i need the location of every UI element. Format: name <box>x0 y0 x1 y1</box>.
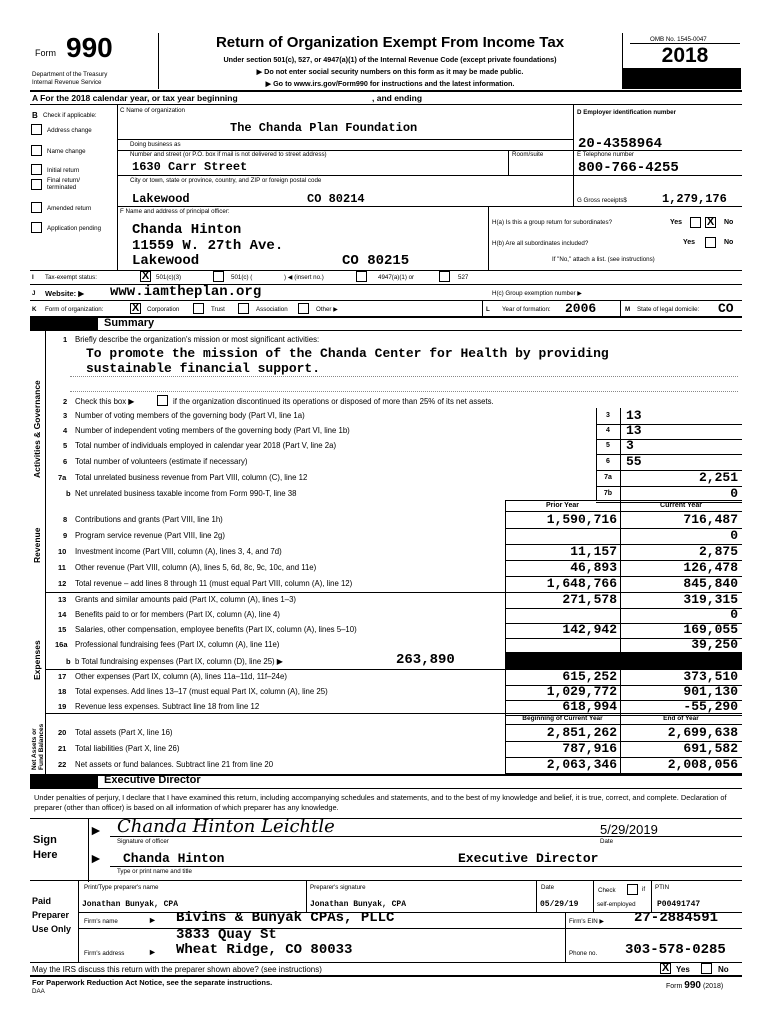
net-assets-prior-value: 787,916 <box>562 741 617 756</box>
phone-no-label: Phone no. <box>569 950 598 957</box>
501c-label: 501(c) ( <box>231 274 253 281</box>
gross-receipts-label: G Gross receipts$ <box>577 197 627 204</box>
officer-printed-name: Chanda Hinton <box>123 851 225 866</box>
amended-return-checkbox[interactable] <box>31 202 42 213</box>
officer-title: Executive Director <box>458 851 599 866</box>
expense-line-label: Benefits paid to or for members (Part IX, column (A), line 4) <box>75 610 280 619</box>
net-assets-line-label: Total liabilities (Part X, line 26) <box>75 744 180 753</box>
ptin-label: PTIN <box>655 884 670 891</box>
org-city: Lakewood <box>132 192 190 206</box>
firm-arrow-icon: ► <box>148 915 157 925</box>
revenue-prior-value: 46,893 <box>570 560 617 575</box>
gov-line-number: 4 <box>63 426 68 435</box>
gov-line-label: Total unrelated business revenue from Part VIII, column (C), line 12 <box>75 473 308 482</box>
line-k-label: K <box>32 306 37 313</box>
gov-row-rule <box>596 439 742 440</box>
eoy-heading: End of Year <box>663 715 699 722</box>
officer-name: Chanda Hinton <box>132 222 242 238</box>
preparer-sig-label: Preparer's signature <box>310 884 366 891</box>
self-employed-checkbox[interactable] <box>627 884 638 895</box>
expense-total-prior-value: 1,029,772 <box>546 684 617 699</box>
form-ssn-note: ▶ Do not enter social security numbers on this form as it may be made public. <box>256 67 524 76</box>
paid-label: Paid <box>32 896 52 906</box>
expense-total-line-label: Revenue less expenses. Subtract line 18 from line 12 <box>75 702 260 711</box>
room-suite-label: Room/suite <box>512 151 544 158</box>
check-label: Check <box>598 887 616 894</box>
corporation-checkbox[interactable]: X <box>131 302 140 314</box>
firm-name: Bivins & Bunyak CPAs, PLLC <box>176 910 395 926</box>
part2-title: Executive Director <box>104 774 201 786</box>
line-2-number: 2 <box>63 397 68 406</box>
trust-checkbox[interactable] <box>193 303 204 314</box>
gov-value: 0 <box>730 486 738 501</box>
sign-arrow-2-icon: ► <box>89 850 103 866</box>
gov-line-number: 7a <box>58 473 67 482</box>
501c-checkbox[interactable] <box>213 271 224 282</box>
form-of-org-label: Form of organization: <box>45 306 104 313</box>
org-state-zip: CO 80214 <box>307 192 365 206</box>
side-label-governance: Activities & Governance <box>32 380 42 478</box>
gov-line-label: Total number of individuals employed in calendar year 2018 (Part V, line 2a) <box>75 441 337 450</box>
discuss-yes-checkbox[interactable]: X <box>661 962 670 974</box>
expense-total-line-number: 18 <box>58 687 67 696</box>
gov-line-number: 5 <box>63 441 68 450</box>
org-name: The Chanda Plan Foundation <box>230 121 418 135</box>
gov-row-rule <box>596 454 742 455</box>
gov-box-number: 4 <box>606 427 610 434</box>
501c-insert: ) ◀ (insert no.) <box>284 274 324 281</box>
association-label: Association <box>256 306 288 313</box>
net-assets-current-value: 691,582 <box>683 741 738 756</box>
line-a-ending: , and ending <box>372 93 423 103</box>
year-formed: 2006 <box>565 301 597 316</box>
line-16b-label: b Total fundraising expenses (Part IX, column (D), line 25) ▶ <box>75 657 283 666</box>
self-employed-label: self-employed <box>597 901 636 908</box>
omb-number: OMB No. 1545-0047 <box>650 36 707 43</box>
domicile-value: CO <box>718 301 734 316</box>
revenue-line-number: 10 <box>58 547 67 556</box>
ha-yes-checkbox[interactable] <box>690 217 701 228</box>
expense-line-number: 16a <box>55 640 68 649</box>
revenue-line-label: Investment income (Part VIII, column (A), lines 3, 4, and 7d) <box>75 547 282 556</box>
part2-tab <box>30 775 98 788</box>
firm-name-label: Firm's name <box>84 918 118 925</box>
perjury-declaration: Under penalties of perjury, I declare that I have examined this return, including accompanying schedules and statements, and to the best of my knowledge and belief, it is true, correct, and complete. Declaration of preparer (other than officer) is based on all information of which preparer has any knowledge. <box>34 793 727 812</box>
final-return-checkbox[interactable] <box>31 179 42 190</box>
expense-total-prior-value: 615,252 <box>562 669 617 684</box>
line-2-label: Check this box ▶ <box>75 397 135 406</box>
phone-label: E Telephone number <box>577 151 634 158</box>
final-return-label: Final return/ terminated <box>47 177 81 191</box>
name-title-label: Type or print name and title <box>117 868 192 875</box>
expense-current-value: 319,315 <box>683 592 738 607</box>
hb-yes-label: Yes <box>683 239 696 246</box>
officer-street: 11559 W. 27th Ave. <box>132 238 284 254</box>
revenue-prior-value: 11,157 <box>570 544 617 559</box>
expense-total-line-label: Total expenses. Add lines 13–17 (must equal Part IX, column (A), line 25) <box>75 687 328 696</box>
revenue-current-value: 0 <box>730 528 738 543</box>
ha-question: H(a) Is this a group return for subordinates? <box>492 219 613 226</box>
revenue-line-label: Total revenue – add lines 8 through 11 (must equal Part VIII, column (A), line 12) <box>75 579 353 588</box>
gov-line-number: 3 <box>63 411 68 420</box>
revenue-current-value: 2,875 <box>698 544 738 559</box>
discontinued-checkbox[interactable] <box>157 395 168 406</box>
expense-total-current-value: 901,130 <box>683 684 738 699</box>
gov-line-number: b <box>66 489 71 498</box>
mission-line-2: sustainable financial support. <box>86 361 321 376</box>
gov-value: 3 <box>626 438 634 453</box>
form-title: Return of Organization Exempt From Income Tax <box>215 34 565 51</box>
expense-total-prior-value: 618,994 <box>562 699 617 714</box>
net-assets-line-label: Net assets or fund balances. Subtract line 21 from line 20 <box>75 760 274 769</box>
gov-box-number: 5 <box>606 442 610 449</box>
revenue-line-number: 8 <box>63 515 68 524</box>
preparer-date-label: Date <box>541 884 555 891</box>
expense-line-number: 13 <box>58 595 67 604</box>
expense-current-value: 169,055 <box>683 622 738 637</box>
hc-label: H(c) Group exemption number ▶ <box>492 290 583 297</box>
amended-return-label: Amended return <box>47 205 92 212</box>
ha-no-checkbox[interactable]: X <box>706 216 715 228</box>
revenue-line-number: 12 <box>58 579 67 588</box>
application-pending-checkbox[interactable] <box>31 222 42 233</box>
check-if-applicable: Check if applicable: <box>43 112 97 119</box>
mission-line-1: To promote the mission of the Chanda Center for Health by providing <box>86 346 609 361</box>
signature-label: Signature of officer <box>117 838 169 845</box>
expense-current-value: 0 <box>730 607 738 622</box>
line-i-label: I <box>32 274 34 281</box>
firm-address-2: Wheat Ridge, CO 80033 <box>176 942 353 958</box>
hb-yes-checkbox[interactable] <box>705 237 716 248</box>
expense-prior-value: 271,578 <box>562 592 617 607</box>
prior-year-heading: Prior Year <box>546 502 579 509</box>
net-assets-current-value: 2,008,056 <box>667 757 738 772</box>
use-only-label: Use Only <box>32 924 72 934</box>
officer-state-zip: CO 80215 <box>342 253 410 269</box>
net-assets-prior-value: 2,851,262 <box>546 725 617 740</box>
principal-officer-label: F Name and address of principal officer: <box>120 208 230 215</box>
address-change-checkbox[interactable] <box>31 124 42 135</box>
current-year-heading: Current Year <box>660 502 702 509</box>
expense-current-value: 39,250 <box>691 637 738 652</box>
expense-line-number: 15 <box>58 625 67 634</box>
tax-year: 2018 <box>630 43 740 68</box>
expense-line-label: Salaries, other compensation, employee benefits (Part IX, column (A), lines 5–10) <box>75 625 357 634</box>
discuss-no-label: No <box>718 965 729 974</box>
line-16b-value: 263,890 <box>396 652 455 668</box>
revenue-line-label: Other revenue (Part VIII, column (A), lines 5, 6d, 8c, 9c, 10c, and 11e) <box>75 563 317 572</box>
line-m-label: M <box>625 306 631 313</box>
revenue-line-number: 11 <box>58 563 66 572</box>
side-label-net-assets: Net Assets or Fund Balances <box>31 723 45 770</box>
gov-line-label: Total number of volunteers (estimate if necessary) <box>75 457 248 466</box>
gross-receipts-value: 1,279,176 <box>662 192 727 206</box>
ha-yes-label: Yes <box>670 219 683 226</box>
net-assets-line-number: 20 <box>58 728 67 737</box>
net-assets-line-number: 22 <box>58 760 67 769</box>
section-b-label: B <box>32 111 38 120</box>
form-instructions-link[interactable]: ▶ Go to www.irs.gov/Form990 for instructions and the latest information. <box>265 79 515 88</box>
firm-phone: 303-578-0285 <box>625 942 726 958</box>
gov-box-number: 6 <box>606 458 610 465</box>
527-checkbox[interactable] <box>439 271 450 282</box>
date-label: Date <box>600 838 614 845</box>
expense-total-line-number: 19 <box>58 702 67 711</box>
ein-label: D Employer identification number <box>577 109 677 116</box>
org-name-label: C Name of organization <box>120 107 186 114</box>
firm-address-1: 3833 Quay St <box>176 927 277 943</box>
website-label: Website: ▶ <box>45 289 84 298</box>
firm-address-label: Firm's address <box>84 950 125 957</box>
tax-exempt-status-label: Tax-exempt status: <box>45 274 97 281</box>
initial-return-checkbox[interactable] <box>31 164 42 175</box>
signature-date: 5/29/2019 <box>600 822 658 837</box>
here-label: Here <box>33 849 58 861</box>
expense-prior-value: 142,942 <box>562 622 617 637</box>
discuss-no-checkbox[interactable] <box>701 963 712 974</box>
pra-notice: For Paperwork Reduction Act Notice, see the separate instructions. <box>32 978 273 987</box>
sign-arrow-icon: ► <box>89 822 103 838</box>
gov-line-label: Net unrelated business taxable income from Form 990-T, line 38 <box>75 489 297 498</box>
gov-value: 55 <box>626 454 642 469</box>
form-label: Form <box>35 48 56 58</box>
revenue-current-value: 716,487 <box>683 512 738 527</box>
501c3-label: 501(c)(3) <box>156 274 182 281</box>
gov-row-rule <box>596 424 742 425</box>
other-org-label: Other ▶ <box>316 306 338 313</box>
preparer-signature: Jonathan Bunyak, CPA <box>310 900 407 909</box>
preparer-name-label: Print/Type preparer's name <box>84 884 159 891</box>
revenue-current-value: 126,478 <box>683 560 738 575</box>
trust-label: Trust <box>211 306 225 313</box>
revenue-line-number: 9 <box>63 531 68 540</box>
hb-no-label: No <box>724 239 734 246</box>
side-label-expenses: Expenses <box>32 640 42 680</box>
year-formed-label: Year of formation: <box>502 306 551 313</box>
daa-label: DAA <box>32 988 45 995</box>
ha-no-label: No <box>724 219 734 226</box>
preparer-date: 05/29/19 <box>540 900 579 909</box>
firm-ein: 27-2884591 <box>634 910 719 926</box>
officer-city: Lakewood <box>132 253 200 269</box>
domicile-label: State of legal domicile: <box>637 306 700 313</box>
expense-line-label: Professional fundraising fees (Part IX, column (A), line 11e) <box>75 640 280 649</box>
officer-signature[interactable]: Chanda Hinton Leichtle <box>117 816 335 837</box>
ein-value: 20-4358964 <box>578 136 663 152</box>
association-checkbox[interactable] <box>238 303 249 314</box>
revenue-prior-value: 1,648,766 <box>546 576 617 591</box>
org-street: 1630 Carr Street <box>132 160 248 174</box>
gov-box-number: 3 <box>606 412 610 419</box>
phone-value: 800-766-4255 <box>578 160 679 176</box>
dept-treasury: Department of the Treasury <box>32 71 108 78</box>
application-pending-label: Application pending <box>47 225 102 232</box>
net-assets-prior-value: 2,063,346 <box>546 757 617 772</box>
discuss-yes-label: Yes <box>676 965 690 974</box>
expense-line-number: 14 <box>58 610 67 619</box>
net-assets-line-label: Total assets (Part X, line 16) <box>75 728 173 737</box>
expense-total-current-value: -55,290 <box>683 699 738 714</box>
irs-label: Internal Revenue Service <box>32 79 102 86</box>
line-l-label: L <box>486 306 490 313</box>
hb-note: If "No," attach a list. (see instructions) <box>552 256 655 263</box>
street-label: Number and street (or P.O. box if mail is not delivered to street address) <box>130 151 327 158</box>
revenue-current-value: 845,840 <box>683 576 738 591</box>
501c3-checkbox[interactable]: X <box>141 270 150 282</box>
preparer-name: Jonathan Bunyak, CPA <box>82 900 179 909</box>
addr-arrow-icon: ► <box>148 947 157 957</box>
gov-line-label: Number of independent voting members of the governing body (Part VI, line 1b) <box>75 426 350 435</box>
initial-return-label: Initial return <box>47 167 80 174</box>
corporation-label: Corporation <box>147 306 180 313</box>
form-subtitle: Under section 501(c), 527, or 4947(a)(1) of the Internal Revenue Code (except private foundations) <box>223 55 557 64</box>
other-org-checkbox[interactable] <box>298 303 309 314</box>
gov-line-label: Number of voting members of the governing body (Part VI, line 1a) <box>75 411 305 420</box>
name-change-label: Name change <box>47 148 86 155</box>
line-j-label: J <box>32 290 36 297</box>
form-number: 990 <box>66 32 113 63</box>
revenue-line-label: Contributions and grants (Part VIII, line 1h) <box>75 515 223 524</box>
discuss-question: May the IRS discuss this return with the preparer shown above? (see instructions) <box>32 965 322 974</box>
part1-title: Summary <box>104 317 155 329</box>
expense-total-line-number: 17 <box>58 672 67 681</box>
city-label: City or town, state or province, country, and ZIP or foreign postal code <box>130 177 322 184</box>
line-a: A For the 2018 calendar year, or tax year beginning <box>32 93 238 103</box>
boy-heading: Beginning of Current Year <box>522 715 603 722</box>
line-1-number: 1 <box>63 335 68 344</box>
if-label: if <box>642 886 646 893</box>
gov-value: 13 <box>626 423 642 438</box>
revenue-prior-value: 1,590,716 <box>546 512 617 527</box>
name-change-checkbox[interactable] <box>31 145 42 156</box>
sign-label: Sign <box>33 834 57 846</box>
ptin-value: P00491747 <box>657 900 701 909</box>
hb-question: H(b) Are all subordinates included? <box>492 240 589 247</box>
revenue-line-label: Program service revenue (Part VIII, line 2g) <box>75 531 225 540</box>
4947-label: 4947(a)(1) or <box>378 274 415 281</box>
part1-tab <box>30 317 98 330</box>
gov-box-number: 7a <box>604 474 612 481</box>
preparer-label: Preparer <box>32 910 70 920</box>
net-assets-current-value: 2,699,638 <box>667 725 738 740</box>
gov-value: 2,251 <box>698 470 738 485</box>
gov-box-number: 7b <box>603 490 613 497</box>
footer-form-ref: Form 990 (2018) <box>666 980 724 991</box>
4947-checkbox[interactable] <box>356 271 367 282</box>
expense-total-line-label: Other expenses (Part IX, column (A), lines 11a–11d, 11f–24e) <box>75 672 287 681</box>
527-label: 527 <box>458 274 469 281</box>
side-label-revenue: Revenue <box>32 527 42 563</box>
firm-ein-label: Firm's EIN ▶ <box>569 918 605 925</box>
line-16b-number: b <box>66 657 71 666</box>
dba-label: Doing business as <box>130 141 181 148</box>
gov-value: 13 <box>626 408 642 423</box>
expense-line-label: Grants and similar amounts paid (Part IX, column (A), lines 1–3) <box>75 595 297 604</box>
address-change-label: Address change <box>47 127 92 134</box>
line-1-label: Briefly describe the organization's mission or most significant activities: <box>75 335 320 344</box>
net-assets-line-number: 21 <box>58 744 67 753</box>
website-value[interactable]: www.iamtheplan.org <box>110 284 262 300</box>
gov-line-number: 6 <box>63 457 68 466</box>
expense-total-current-value: 373,510 <box>683 669 738 684</box>
line-2-text: if the organization discontinued its operations or disposed of more than 25% of its net assets. <box>173 397 494 406</box>
